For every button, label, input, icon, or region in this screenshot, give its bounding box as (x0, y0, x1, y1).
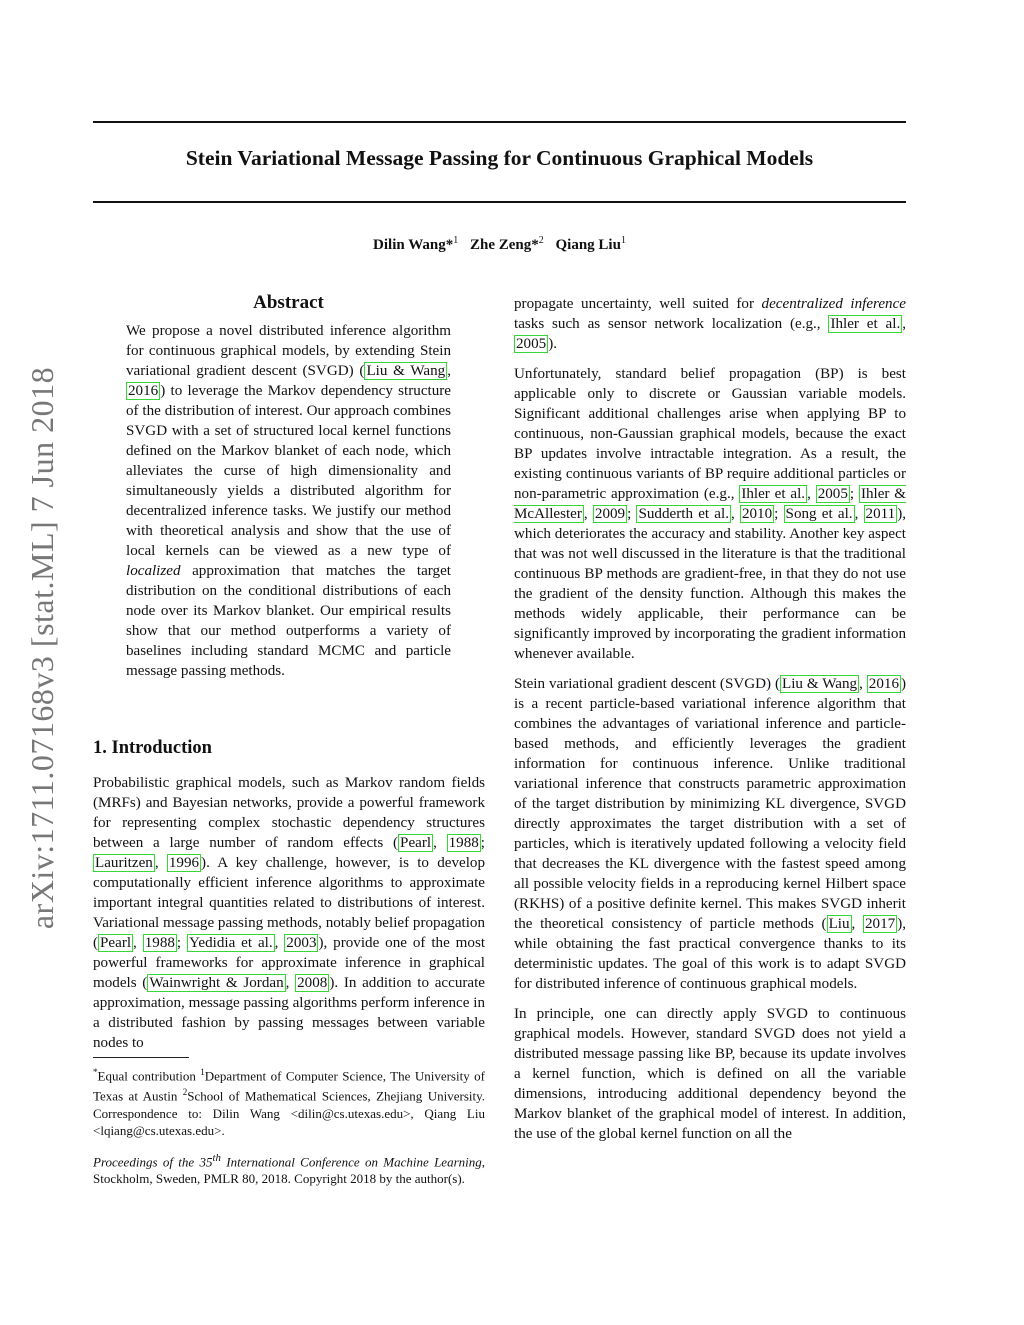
citation-year-link[interactable]: 2009 (594, 506, 626, 522)
citation-link[interactable]: Pearl (100, 935, 132, 951)
author-dilin-wang: Dilin Wang*$^1$ (373, 235, 459, 253)
citation-year-link[interactable]: 2005 (516, 336, 547, 352)
citation-year-link[interactable]: 1988 (448, 835, 479, 851)
citation-link[interactable]: Wainwright & Jordan (149, 975, 284, 991)
title-rule-bottom (93, 201, 906, 203)
paragraph-in-principle: In principle, one can directly apply SVGD to continuous graphical models. However, standard SVGD does not yield a distributed message passing like BP, because its update involves a kernel function, which is defined on all the variable dimensions, introducing additional dependency beyond the Markov blanket of the graphical model of interest. In addition, the use of the global kernel function on all the (514, 1006, 906, 1142)
citation-year-link[interactable]: 1988 (144, 935, 175, 951)
section-heading-introduction: 1. Introduction (93, 738, 212, 758)
citation-year-link[interactable]: 2011 (865, 506, 896, 522)
arxiv-identifier-watermark: arXiv:1711.07168v3 [stat.ML] 7 Jun 2018 (24, 366, 60, 930)
citation-link[interactable]: Liu & Wang (366, 363, 446, 379)
citation-year-link[interactable]: 2016 (128, 383, 159, 399)
author-list (93, 235, 906, 254)
citation-link[interactable]: Song et al. (785, 506, 853, 522)
footnote-affiliations: *Equal contribution $^1$Department of Computer Science, The University of Texas at Austin $^2$School of Mathematical Sciences, Zhejiang University. Correspondence to: Dilin Wang <dilin@cs.utexas.edu>, Qiang Liu <lqiang@cs.utexas.edu>. (93, 1067, 486, 1138)
paragraph-svgd: Stein variational gradient descent (SVGD) ( Liu & Wang , 2016 ) is a recent particle-based variational inference algorithm that combines the advantages of variational inference and particle-based methods, and efficiently leverages the gradient information for continuous inference. Unlike traditional variational inference that constructs parametric approximation of the target distribution by minimizing KL divergence, SVGD directly approximates the target distribution with a set of particles, which is iteratively updated following a velocity field that decreases the KL divergence with the fastest speed among all possible velocity fields in a reproducing kernel Hilbert space (RKHS) of a positive definite kernel. This makes SVGD inherit the theoretical consistency of particle methods ( Liu , 2017 ), while obtaining the fast practical convergence thanks to its deterministic updates. The goal of this work is to adapt SVGD for distributed inference of continuous graphical models. (514, 676, 907, 992)
citation-year-link[interactable]: 2003 (286, 935, 317, 951)
citation-link[interactable]: Yedidia et al. (189, 935, 273, 951)
citation-link[interactable]: Lauritzen (95, 855, 153, 871)
citation-link[interactable]: Ihler et al. (741, 486, 806, 502)
abstract-body: We propose a novel distributed inference algorithm for continuous graphical models, by extending Stein variational gradient descent (SVGD) ( Liu & Wang , 2016 ) to leverage the Markov dependency structure of the distribution of interest. Our approach combines SVGD with a set of structured local kernel functions defined on the Markov blanket of each node, which alleviates the curse of high dimensionality and simultaneously yields a distributed algorithm for decentralized inference tasks. We justify our method with theoretical analysis and show that the use of local kernels can be viewed as a new type of localized approximation that matches the target distribution on the conditional distributions of each node over its Markov blanket. Our empirical results show that our method outperforms a variety of baselines including standard MCMC and particle message passing methods. (126, 323, 451, 679)
citation-year-link[interactable]: 2016 (868, 676, 899, 692)
citation-year-link[interactable]: 2005 (817, 486, 848, 502)
paper-title: Stein Variational Message Passing for Continuous Graphical Models (185, 146, 814, 170)
citation-year-link[interactable]: 2017 (865, 916, 896, 932)
title-rule-top (93, 121, 906, 123)
citation-year-link[interactable]: 2008 (297, 975, 328, 991)
introduction-paragraph: Probabilistic graphical models, such as Markov random fields (MRFs) and Bayesian networks, provide a powerful framework for representing complex stochastic dependency structures between a large number of random effects ( Pearl , 1988 ; Lauritzen , 1996 ). A key challenge, however, is to develop computationally efficient inference algorithms to approximate important integral quantities related to distributions of interest. Variational message passing methods, notably belief propagation ( Pearl , 1988 ; Yedidia et al. , 2003 ), provide one of the most powerful frameworks for approximate inference in graphical models ( Wainwright & Jordan , 2008 ). In addition to accurate approximation, message passing algorithms perform inference in a distributed fashion by passing messages between variable nodes to (93, 775, 486, 1051)
paragraph-bp-limitations: Unfortunately, standard belief propagation (BP) is best applicable only to discrete or Gaussian variable models. Significant additional challenges arise when applying BP to continuous, non-Gaussian graphical models, because the exact BP updates involve intractable integration. As a result, the existing continuous variants of BP require additional particles or non-parametric approximation (e.g., Ihler et al. , 2005 ; Ihler & McAllester , 2009 ; Sudderth et al. , 2010 ; Song et al. , 2011 ), which deteriorates the accuracy and stability. Another key aspect that was not well discussed in the literature is that the traditional continuous BP methods are gradient-free, in that they do not use the gradient of the density function. Although this makes the methods widely applicable, their performance can be significantly improved by incorporating the gradient information whenever available. (514, 366, 907, 662)
citation-year-link[interactable]: 1996 (168, 855, 200, 871)
right-column (514, 294, 906, 1154)
citation-link[interactable]: Pearl (400, 835, 432, 851)
paragraph-decentralized: propagate uncertainty, well suited for decentralized inference tasks such as sensor network localization (e.g., Ihler et al. , 2005 ). (514, 296, 906, 352)
citation-link[interactable]: Ihler et al. (830, 316, 901, 332)
citation-link[interactable]: Liu & Wang (782, 676, 858, 692)
proceedings-notice: Proceedings of the 35th International Conference on Machine Learning, Stockholm, Sweden, PMLR 80, 2018. Copyright 2018 by the author(s). (93, 1152, 485, 1187)
citation-link[interactable]: Ihler & McAllester (514, 486, 907, 522)
citation-year-link[interactable]: 2010 (741, 506, 773, 522)
abstract-heading: Abstract (253, 292, 324, 313)
citation-link[interactable]: Sudderth et al. (638, 506, 729, 522)
footnote-rule (93, 1057, 189, 1058)
author-qiang-liu: Qiang Liu$^1$ (555, 235, 626, 253)
author-zhe-zeng: Zhe Zeng*$^2$ (469, 235, 544, 253)
citation-link[interactable]: Liu (828, 916, 850, 932)
